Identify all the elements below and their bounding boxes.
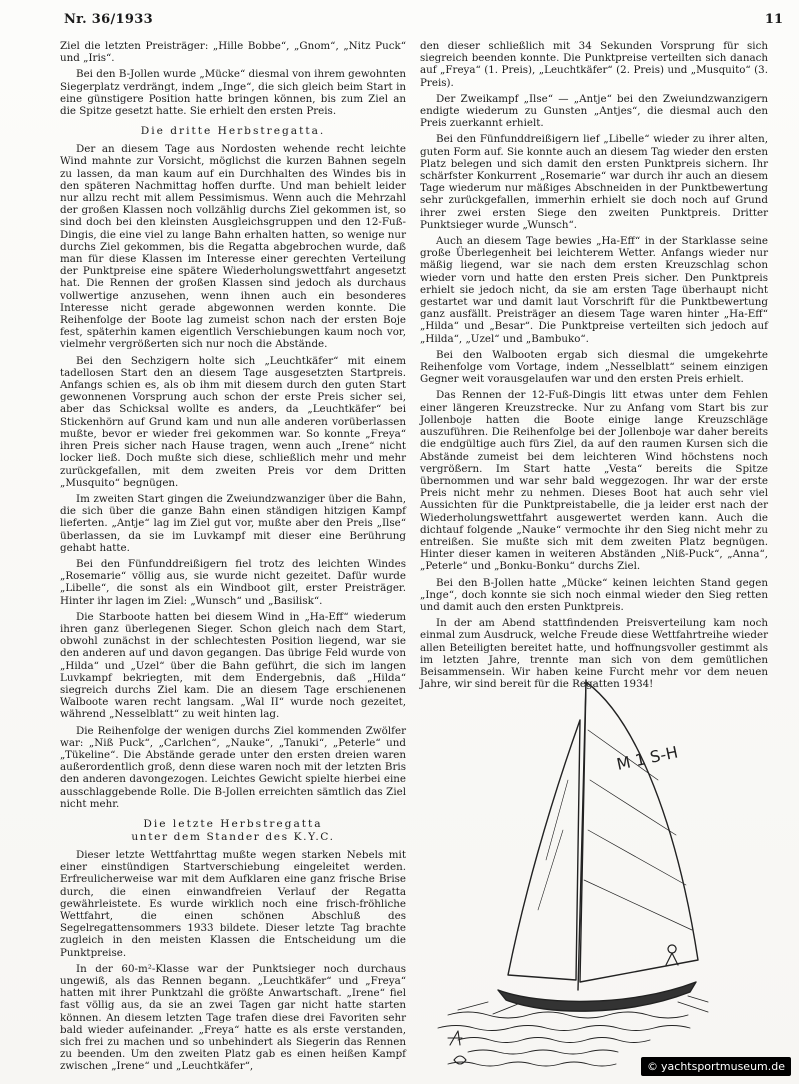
left-column <box>60 40 406 1077</box>
watermark-badge <box>641 1057 791 1076</box>
heading-subline: unter dem Stander des K.Y.C. <box>131 830 335 843</box>
paragraph: Der an diesem Tage aus Nordosten wehende recht leichte Wind mahnte zur Vorsicht, möglichst die kurzen Bahnen segeln zu lassen, da man kaum auf ein Durchhalten des Windes bis in den späteren Nachmittag hoffen durfte. Und man behielt leider nur allzu recht mit allem Pessimismus. Wenn auch die Mehrzahl der großen Klassen noch vollzählig durchs Ziel gekommen ist, so sind doch bei den kleinsten Ausgleichsgruppen und den 12-Fuß-Dingis, die eine viel zu lange Bahn erhalten hatten, so wenige nur durchs Ziel gekommen, bis die Regatta abgebrochen wurde, daß man für diese Klassen im Interesse einer gerechten Verteilung der Punktpreise eine spätere Wiederholungswettfahrt angesetzt hat. Die Rennen der großen Klassen sind jedoch als durchaus vollwertige anzusehen, wenn ihnen auch ein besonderes Interesse nicht gerade abgewonnen werden konnte. Die Reihenfolge der Boote lag zumeist schon nach der ersten Boje fest, späterhin kamen eigentlich Verschiebungen kaum noch vor, vielmehr vergrößerten sich nur noch die Abstände. <box>60 143 406 351</box>
heading-line: Die letzte Herbstregatta <box>143 817 323 830</box>
watermark-text: yachtsportmuseum.de <box>661 1060 785 1073</box>
paragraph: Bei den Sechzigern holte sich „Leuchtkäfer“ mit einem tadellosen Start den an diesem Tage ausgesetzten Startpreis. Anfangs schien es, als ob ihm mit diesem durch den guten Start gewonnenen Vorsprung auch schon der erste Preis sicher sei, aber das Schicksal wollte es anders, da „Leuchtkäfer“ bei Stickenhörn auf Grund kam und nun alle anderen vorüberlassen mußte, bevor er wieder frei gekommen war. So konnte „Freya“ ihren Preis sicher nach Hause tragen, wenn auch „Irene“ nicht locker ließ. Doch mußte sich diese, schließlich mehr und mehr zurückgefallen, mit dem zweiten Preis vor dem Dritten „Musquito“ begnügen. <box>60 354 406 489</box>
paragraph: Bei den B-Jollen wurde „Mücke“ diesmal von ihrem gewohnten Siegerplatz verdrängt, indem „Inge“, die sich gleich beim Start in eine günstigere Position hatte bringen können, bis zum Ziel an die Spitze gesetzt hatte. Sie erhielt den ersten Preis. <box>60 68 406 118</box>
paragraph: Der Zweikampf „Ilse“ — „Antje“ bei den Zweiundzwanzigern endigte wiederum zu Gunsten „Antjes“, die diesmal auch den Preis zuerkannt erhielt. <box>420 92 768 130</box>
paragraph: Bei den Fünfunddreißigern lief „Libelle“ wieder zu ihrer alten, guten Form auf. Sie konnte auch an diesem Tag wieder den ersten Platz belegen und sich damit den ersten Punktpreis sichern. Ihr schärfster Konkurrent „Rosemarie“ war durch ihr auch an diesem Tage wiederum nur mäßiges Abschneiden in der Punktbewertung sehr zurückgefallen, immerhin erhielt sie doch noch auf Grund ihrer zwei ersten Siege den zweiten Punktpreis. Dritter Punktsieger wurde „Wunsch“. <box>420 133 768 231</box>
page-number: 11 <box>764 12 783 27</box>
paragraph: Die Reihenfolge der wenigen durchs Ziel kommenden Zwölfer war: „Niß Puck“, „Carlchen“, „Nauke“, „Tanuki“, „Peterle“ und „Tükeline“. Die Abstände gerade unter den ersten dreien waren außerordentlich groß, denn diese waren noch mit der letzten Bris den anderen davongezogen. Leichtes Gewicht spielte hierbei eine ausschlaggebende Rolle. Die B-Jollen erreichten sämtlich das Ziel nicht mehr. <box>60 724 406 810</box>
hull <box>498 982 696 1011</box>
artist-signature-mark <box>448 1031 466 1064</box>
paragraph: Bei den B-Jollen hatte „Mücke“ keinen leichten Stand gegen „Inge“, doch konnte sie sich noch einmal wieder den Sieg retten und damit auch den ersten Punktpreis. <box>420 576 768 613</box>
copyright-symbol: © <box>647 1060 659 1073</box>
paragraph: den dieser schließlich mit 34 Sekunden Vorsprung für sich siegreich beenden konnte. Die Punktpreise verteilten sich danach auf „Freya“ (1. Preis), „Leuchtkäfer“ (2. Preis) und „Musquito“ (3. Preis). <box>420 40 768 89</box>
sail-marking: M 1 S-H <box>614 742 680 774</box>
mainsail <box>580 682 698 982</box>
section-heading-dritte-herbstregatta: Die dritte Herbstregatta. <box>140 125 326 138</box>
paragraph: Auch an diesem Tage bewies „Ha-Eff“ in der Starklasse seine große Überlegenheit bei leichterem Wetter. Anfangs wieder nur mäßig liegend, war sie nach dem ersten Kreuzschlag schon wieder vorn und hatte den ersten Preis sicher. Den Punktpreis erhielt sie jedoch nicht, da sie am ersten Tage überhaupt nicht gestartet war und damit laut Vorschrift für die Punktbewertung ganz ausfällt. Preisträger an diesem Tage waren hinter „Ha-Eff“ „Hilda“ und „Besar“. Die Punktpreise verteilten sich jedoch auf „Hilda“, „Uzel“ und „Bambuko“. <box>420 235 768 345</box>
page-header <box>56 12 789 32</box>
paragraph: Bei den Fünfunddreißigern fiel trotz des leichten Windes „Rosemarie“ völlig aus, sie wurde nicht gezeitet. Dafür wurde „Libelle“, die sonst als ein Windboot gilt, erster Preisträger. Hinter ihr lagen im Ziel: „Wunsch“ und „Basilisk“. <box>60 557 406 607</box>
paragraph: Die Starboote hatten bei diesem Wind in „Ha-Eff“ wiederum ihren ganz überlegenen Sieger. Schon gleich nach dem Start, obwohl zunächst in der schlechtesten Position liegend, war sie den anderen auf und davon gegangen. Das übrige Feld wurde von „Hilda“ und „Uzel“ über die Bahn geführt, die sich im langen Luvkampf bekriegten, mit dem Endergebnis, daß „Hilda“ siegreich durchs Ziel kam. Die an diesem Tage erschienenen Walboote waren recht langsam. „Wal II“ wurde noch gezeitet, während „Nesselblatt“ zu weit hinten lag. <box>60 610 406 721</box>
jib-sail <box>508 720 580 980</box>
paragraph: Bei den Walbooten ergab sich diesmal die umgekehrte Reihenfolge vom Vortage, indem „Nesselblatt“ seinem einzigen Gegner weit vorausgelaufen war und den ersten Preis erhielt. <box>420 348 768 386</box>
sailboat-illustration <box>428 660 728 1080</box>
section-heading-letzte-herbstregatta <box>60 818 406 844</box>
paragraph: In der am Abend stattfindenden Preisverteilung kam noch einmal zum Ausdruck, welche Freude diese Wettfahrtreihe wieder allen Beteiligten bereitet hatte, und hoffnungsvoller gestimmt als im letzten Jahre, trennte man sich von dem gemütlichen Beisammensein. Wir haben keine Furcht mehr vor dem neuen Jahre, wir sind bereit für die Regatten 1934! <box>420 617 768 691</box>
paragraph: Dieser letzte Wettfahrttag mußte wegen starken Nebels mit einer einstündigen Startverschiebung eingeleitet werden. Erfreulicherweise war mit dem Aufklaren eine ganz frische Brise durch, die einen einwandfreien Verlauf der Regatta gewährleistete. Es wurde wirklich noch eine frisch-fröhliche Wettfahrt, die einen schönen Abschluß des Segelregattensommers 1933 bildete. Dieser letzte Tag brachte zugleich in den meisten Klassen die Entscheidung um die Punktpreise. <box>60 848 406 959</box>
paragraph: In der 60-m²-Klasse war der Punktsieger noch durchaus ungewiß, als das Rennen begann. „Leuchtkäfer“ und „Freya“ hatten mit ihrer Punktzahl die größte Anwartschaft. „Irene“ fiel fast völlig aus, da sie an zwei Tagen gar nicht hatte starten können. An diesem letzten Tage trafen diese drei Favoriten sehr bald wieder aufeinander. „Freya“ hatte es als erste verstanden, sich frei zu machen und so unbehindert als Siegerin das Rennen zu beenden. Um den zweiten Platz gab es einen heißen Kampf zwischen „Irene“ und „Leuchtkäfer“, <box>60 962 406 1073</box>
issue-number: Nr. 36/1933 <box>64 12 153 27</box>
right-column <box>420 40 768 694</box>
paragraph: Im zweiten Start gingen die Zweiundzwanziger über die Bahn, die sich über die ganze Bahn einen ständigen hitzigen Kampf lieferten. „Antje“ lag im Ziel gut vor, mußte aber den Preis „Ilse“ überlassen, da sie im Luvkampf mit dieser eine Berührung gehabt hatte. <box>60 492 406 554</box>
paragraph: Das Rennen der 12-Fuß-Dingis litt etwas unter dem Fehlen einer längeren Kreuzstrecke. Nur zu Anfang vom Start bis zur Jollenboje hatten die Boote einige lange Kreuzschläge auszuführen. Die Reihenfolge bei der Jollenboje war daher bereits die endgültige auch fürs Ziel, da auf den raumen Kursen sich die Abstände zumeist bei dem leichteren Wind höchstens noch vergrößern. Im Start hatte „Vesta“ bereits die Spitze übernommen und war sehr bald weggezogen. Ihr war der erste Preis nicht mehr zu nehmen. Dieses Boot hat auch sehr viel Aussichten für die Punktpreistabelle, die ja leider erst nach der Wiederholungswettfahrt ausgewertet werden kann. Auch die dichtauf folgende „Nauke“ vermochte ihr den Sieg nicht mehr zu entreißen. Sie mußte sich mit dem zweiten Platz begnügen. Hinter dieser kamen in weiteren Abständen „Niß-Puck“, „Anna“, „Peterle“ und „Bonku-Bonku“ durchs Ziel. <box>420 389 768 573</box>
paragraph: Ziel die letzten Preisträger: „Hille Bobbe“, „Gnom“, „Nitz Puck“ und „Iris“. <box>60 40 406 65</box>
